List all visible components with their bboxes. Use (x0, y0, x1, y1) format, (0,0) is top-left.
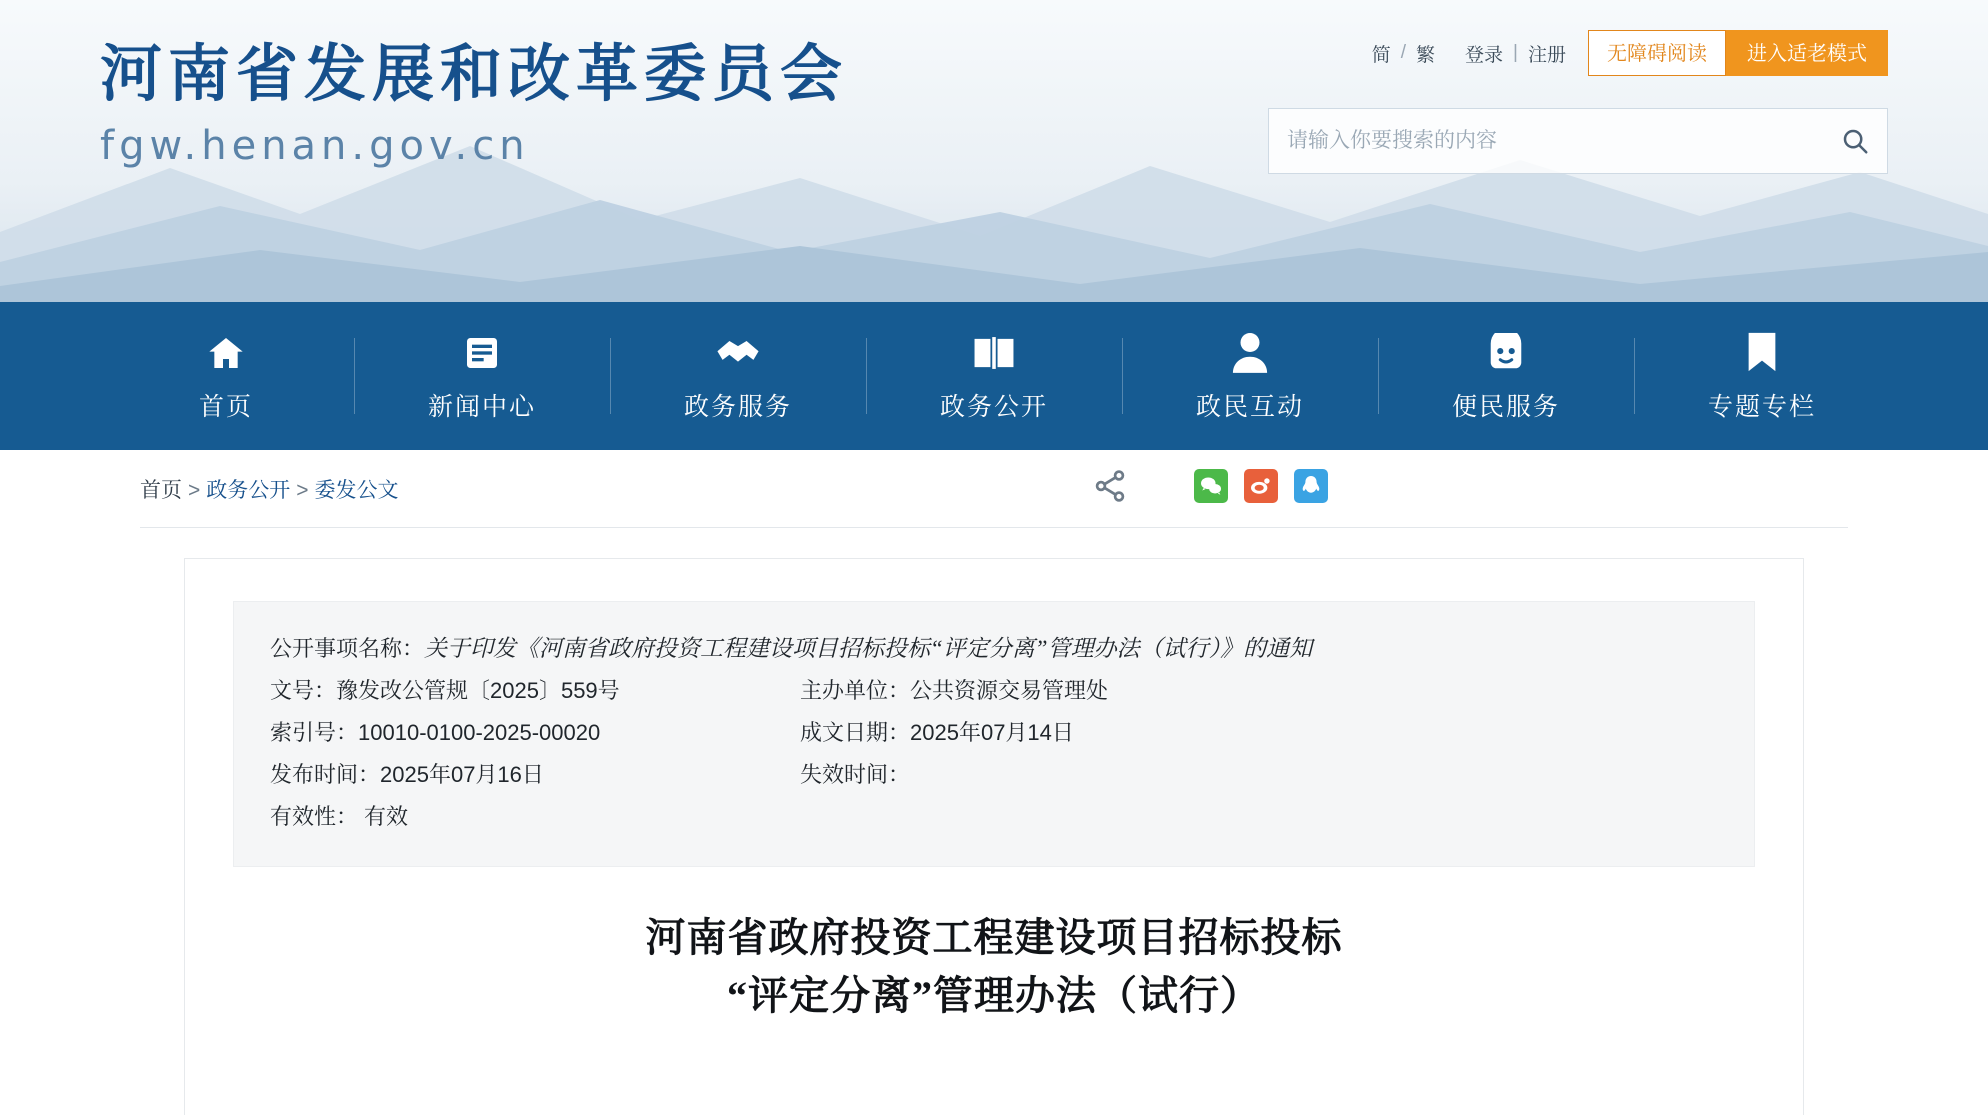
home-icon (204, 329, 248, 373)
accessible-reading-button[interactable]: 无障碍阅读 (1588, 30, 1726, 76)
breadcrumb-sep-1: > (188, 479, 201, 502)
meta-value-validity: 有效 (364, 804, 409, 829)
meta-value-index: 10010-0100-2025-00020 (358, 720, 601, 745)
meta-row-docnum-org (270, 670, 1718, 712)
nav-label-gov-open: 政务公开 (939, 393, 1048, 421)
login-link[interactable]: 登录 (1465, 44, 1504, 66)
nav-item-home[interactable] (98, 302, 354, 450)
bookmark-icon (1744, 329, 1780, 373)
site-header-banner (0, 0, 1988, 302)
nav-item-special-topics[interactable] (1634, 302, 1890, 450)
site-search[interactable] (1268, 108, 1888, 174)
meta-label-validity: 有效性： (270, 804, 359, 829)
register-link[interactable]: 注册 (1527, 44, 1566, 66)
breadcrumb-sep-2: > (296, 479, 309, 502)
document-title-line-2: “评定分离”管理办法（试行） (727, 973, 1261, 1018)
utility-bar (1366, 30, 1888, 76)
site-title: 河南省发展和改革委员会 (100, 37, 849, 110)
meta-row-publish-expire (270, 754, 1718, 796)
document-title (233, 909, 1755, 1025)
lang-separator: / (1400, 42, 1407, 63)
meta-index (270, 712, 800, 754)
person-icon (1231, 329, 1269, 373)
share-nodes-icon[interactable] (1092, 468, 1128, 504)
meta-label-org: 主办单位： (800, 678, 911, 703)
meta-publish-date (270, 754, 800, 796)
nav-item-news[interactable] (354, 302, 610, 450)
nav-label-gov-service: 政务服务 (683, 393, 792, 421)
meta-value-written-date: 2025年07月14日 (910, 720, 1074, 745)
lang-simplified-link[interactable]: 简 (1371, 44, 1391, 66)
elder-mode-button[interactable]: 进入适老模式 (1726, 30, 1888, 76)
nav-item-gov-service[interactable] (610, 302, 866, 450)
nav-item-convenience[interactable] (1378, 302, 1634, 450)
smile-icon (1485, 329, 1527, 373)
nav-label-news: 新闻中心 (427, 393, 536, 421)
lang-traditional-link[interactable]: 繁 (1416, 44, 1436, 66)
search-icon (1840, 126, 1870, 156)
meta-label-written-date: 成文日期： (800, 720, 911, 745)
wechat-icon[interactable] (1194, 469, 1228, 503)
search-button[interactable] (1823, 109, 1887, 173)
nav-label-convenience: 便民服务 (1451, 393, 1560, 421)
nav-label-interaction: 政民互动 (1195, 393, 1304, 421)
meta-row-index-written (270, 712, 1718, 754)
meta-label-expire-date: 失效时间： (800, 762, 911, 787)
document-card (184, 558, 1804, 1115)
share-bar (1092, 468, 1328, 504)
meta-value-publish-date: 2025年07月16日 (380, 762, 544, 787)
breadcrumb-level2[interactable]: 政务公开 (206, 479, 291, 502)
meta-row-name (270, 628, 1718, 670)
meta-written-date (800, 712, 1718, 754)
handshake-icon (714, 329, 762, 373)
meta-row-validity (270, 796, 1718, 838)
meta-value-org: 公共资源交易管理处 (910, 678, 1109, 703)
meta-value-docnum: 豫发改公管规〔2025〕559号 (336, 678, 620, 703)
nav-item-interaction[interactable] (1122, 302, 1378, 450)
login-register-divider: | (1513, 42, 1518, 63)
weibo-icon[interactable] (1244, 469, 1278, 503)
meta-value-name: 关于印发《河南省政府投资工程建设项目招标投标“评定分离”管理办法（试行）》的通知 (424, 636, 1313, 661)
nav-item-gov-open[interactable] (866, 302, 1122, 450)
breadcrumb-divider (140, 527, 1848, 528)
site-url: fgw.henan.gov.cn (100, 123, 530, 170)
meta-org (800, 670, 1718, 712)
meta-label-publish-date: 发布时间： (270, 762, 381, 787)
meta-label-docnum: 文号： (270, 678, 337, 703)
qq-icon[interactable] (1294, 469, 1328, 503)
breadcrumb-row (0, 450, 1988, 528)
site-logo[interactable] (100, 38, 848, 169)
document-title-line-1: 河南省政府投资工程建设项目招标投标 (645, 915, 1343, 960)
breadcrumb-level3[interactable]: 委发公文 (314, 479, 399, 502)
meta-label-index: 索引号： (270, 720, 359, 745)
document-metadata-box (233, 601, 1755, 867)
meta-expire-date (800, 754, 1718, 796)
nav-label-special-topics: 专题专栏 (1707, 393, 1816, 421)
news-icon (462, 329, 502, 373)
meta-label-name: 公开事项名称： (270, 636, 425, 661)
search-input[interactable] (1269, 129, 1823, 153)
book-icon (971, 329, 1017, 373)
breadcrumb-home[interactable]: 首页 (140, 479, 182, 502)
meta-docnum (270, 670, 800, 712)
breadcrumb (140, 474, 399, 504)
nav-label-home: 首页 (198, 393, 253, 421)
main-navigation (0, 302, 1988, 450)
